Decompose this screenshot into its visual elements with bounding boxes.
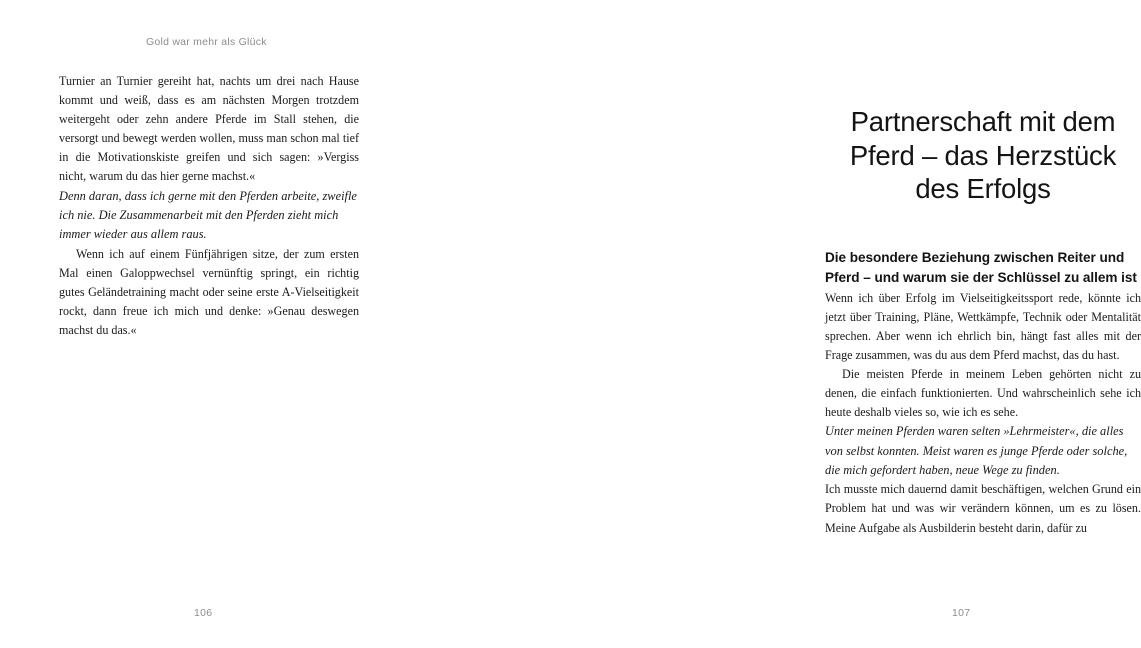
right-page-textblock: [825, 105, 1141, 538]
left-page: [0, 0, 395, 648]
page-number: 106: [194, 607, 213, 619]
running-head: Gold war mehr als Glück: [146, 36, 267, 48]
page-number: 107: [952, 607, 971, 619]
left-page-textblock: [59, 72, 359, 340]
paragraph: Ich musste mich dauernd damit beschäftigen, welchen Grund ein Problem hat und was wir verändern können, um es zu lösen. Meine Aufgabe als Ausbilderin besteht darin, dafür zu: [825, 482, 1141, 535]
pull-quote: Denn daran, dass ich gerne mit den Pferden arbeite, zweifle ich nie. Die Zusammenarbeit mit den Pferden zieht mich immer wieder aus allem raus.: [59, 188, 357, 242]
paragraph: Turnier an Turnier gereiht hat, nachts um drei nach Hause kommt und weiß, dass es am nächsten Morgen trotzdem weitergeht oder zehn andere Pferde im Stall stehen, die versorgt und bewegt werden wollen, muss man schon mal tief in die Motivationskiste greifen und sich sagen: »Vergiss nicht, warum du das hier gerne machst.«: [59, 74, 359, 184]
paragraph: Wenn ich über Erfolg im Vielseitigkeitssport rede, könnte ich jetzt über Training, Pläne, Wettkämpfe, Technik oder Mentalität sprechen. Aber wenn ich ehrlich bin, hängt fast alles mit der Frage zusammen, was du aus dem Pferd machst, das du hast.: [825, 290, 1141, 362]
chapter-subtitle: Die besondere Beziehung zwischen Reiter und Pferd – und warum sie der Schlüssel zu allem ist: [825, 249, 1137, 285]
paragraph: Wenn ich auf einem Fünfjährigen sitze, der zum ersten Mal einen Galoppwechsel vernünftig springt, ein richtig gutes Geländetraining macht oder seine erste A-Vielseitigkeit rockt, dann freue ich mich und denke: »Genau deswegen machst du das.«: [59, 246, 359, 338]
chapter-title: Partnerschaft mit dem Pferd – das Herzstück des Erfolgs: [849, 106, 1117, 204]
paragraph: Die meisten Pferde in meinem Leben gehörten nicht zu denen, die einfach funktionierten. Und wahrscheinlich sehe ich heute deshalb vieles so, wie ich es sehe.: [825, 366, 1141, 420]
pull-quote: Unter meinen Pferden waren selten »Lehrmeister«, die alles von selbst konnten. Meist waren es junge Pferde oder solche, die mich gefordert haben, neue Wege zu finden.: [825, 424, 1128, 477]
right-page: [395, 0, 1141, 648]
